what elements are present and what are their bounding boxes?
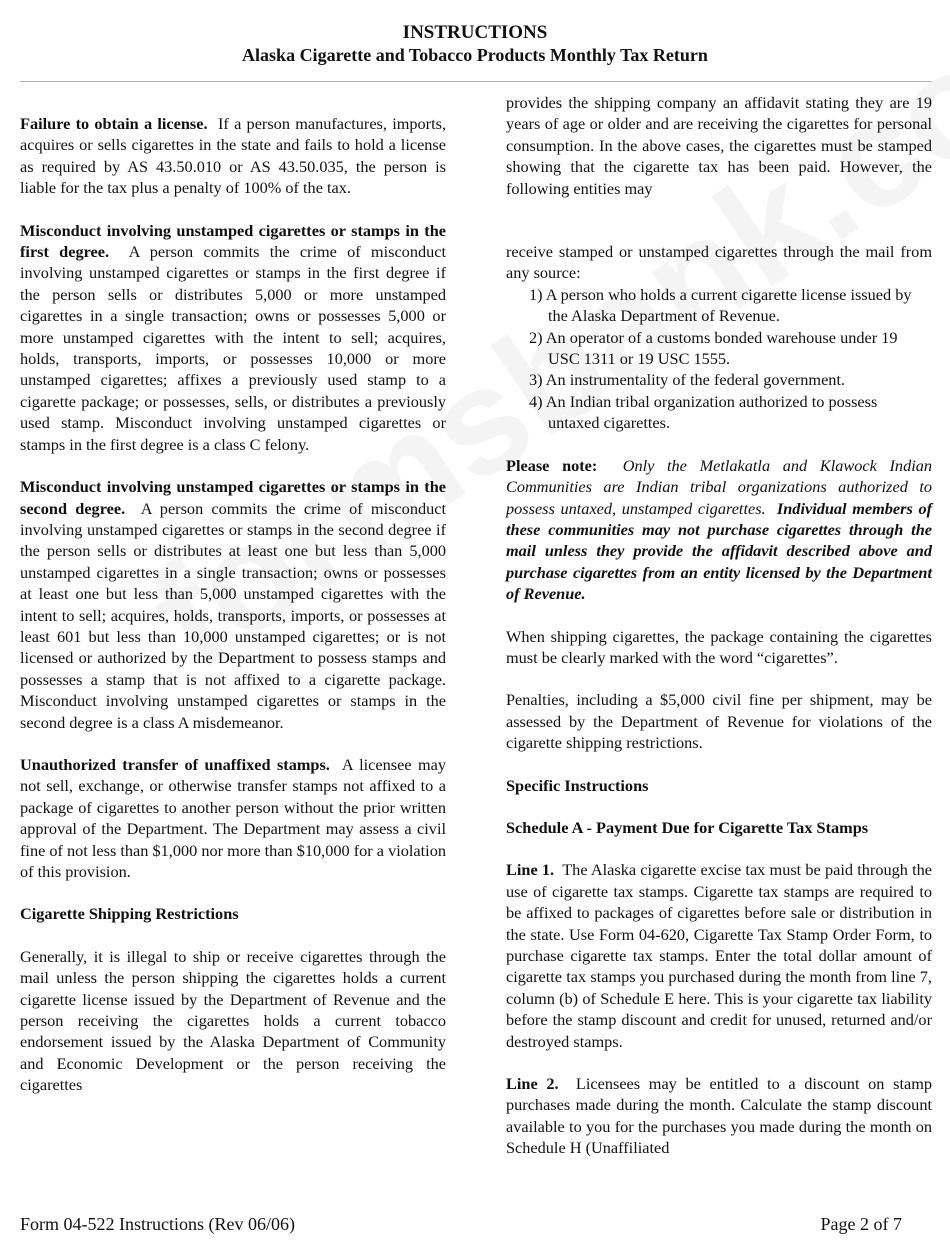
paragraph-heading: Failure to obtain a license. — [20, 114, 208, 133]
paragraph-unauthorized-transfer — [20, 754, 446, 882]
section-heading-shipping: Cigarette Shipping Restrictions — [20, 904, 239, 924]
right-column — [506, 92, 932, 1159]
paragraph-misconduct-first-degree — [20, 220, 446, 455]
line-heading: Line 1. — [506, 860, 555, 880]
paragraph-failure-license — [20, 113, 446, 199]
paragraph-line-2 — [506, 1073, 932, 1159]
paragraph-heading: Misconduct involving unstamped cigarettes or stamps in the second degree. — [20, 477, 446, 518]
paragraph-text: A licensee may not sell, exchange, or otherwise transfer stamps not affixed to a package of cigarettes to another person without the prior written approval of the Department. The Department may assess a civil fine of not less than $1,000 nor more than $10,000 for a violation of this provision. — [20, 754, 446, 881]
paragraph-receive-mail: receive stamped or unstamped cigarettes through the mail from any source: — [506, 242, 932, 283]
left-column — [20, 113, 446, 1096]
document-subtitle: Alaska Cigarette and Tobacco Products Monthly Tax Return — [242, 45, 708, 65]
paragraph-affidavit: provides the shipping company an affidavit stating they are 19 years of age or older and are receiving the cigarettes for personal consumption. In the above cases, the cigarettes must be stamped showing that the cigarette tax has been paid. However, the following entities may — [506, 93, 932, 198]
note-bold-italic-text: Individual members of these communities may not purchase cigarettes through the mail unless they provide the affidavit described above and purchase cigarettes from an entity licensed by the Department of Revenue. — [506, 498, 933, 604]
paragraph-text: If a person manufactures, imports, acquires or sells cigarettes in the state and fails to hold a license as required by AS 43.50.010 or AS 43.50.035, the person is liable for the tax plus a penalty of 100% of the tax. — [20, 114, 447, 198]
list-item: 3) An instrumentality of the federal government. — [529, 370, 846, 390]
paragraph-misconduct-second-degree — [20, 476, 446, 733]
paragraph-penalties: Penalties, including a $5,000 civil fine per shipment, may be assessed by the Department of Revenue for violations of the cigarette shipping restrictions. — [506, 690, 932, 753]
paragraph-package-marking: When shipping cigarettes, the package containing the cigarettes must be clearly marked with the word “cigarettes”. — [506, 626, 932, 667]
paragraph-heading: Unauthorized transfer of unaffixed stamps. — [20, 754, 330, 774]
paragraph-text: The Alaska cigarette excise tax must be paid through the use of cigarette tax stamps. Cigarette tax stamps are required to be affixed to packages of cigarettes before sale or distribution in the state. Use Form 04-620, Cigarette Tax Stamp Order Form, to purchase cigarette tax stamps. Enter the total dollar amount of cigarette tax stamps you purchased during the month from line 7, column (b) of Schedule E here. This is your cigarette tax liability before the stamp discount and credit for unused, returned and/or destroyed stamps. — [506, 860, 932, 1051]
entity-list — [506, 284, 932, 434]
list-item: 1) A person who holds a current cigarette license issued by the Alaska Department of Revenue. — [529, 284, 912, 326]
header-divider — [20, 81, 932, 82]
paragraph-line-1 — [506, 859, 932, 1052]
document-title: INSTRUCTIONS — [402, 22, 548, 43]
document-header — [0, 22, 950, 67]
section-heading-schedule-a: Schedule A - Payment Due for Cigarette Tax Stamps — [506, 817, 869, 837]
paragraph-text: Licensees may be entitled to a discount on stamp purchases made during the month. Calculate the stamp discount available to you for the purchases you made during the month on Schedule H (Unaffiliated — [506, 1074, 932, 1158]
paragraph-shipping-general: Generally, it is illegal to ship or receive cigarettes through the mail unless the person shipping the cigarettes holds a current cigarette license issued by the Department of Revenue and the person receiving the cigarettes holds a current tobacco endorsement issued by the Alaska Department of Community and Economic Development or the person receiving the cigarettes — [20, 946, 446, 1095]
footer-form-number: Form 04-522 Instructions (Rev 06/06) — [20, 1214, 295, 1234]
list-item: 4) An Indian tribal organization authorized to possess untaxed cigarettes. — [529, 391, 878, 433]
paragraph-heading: Misconduct involving unstamped cigarettes or stamps in the first degree. — [20, 220, 446, 262]
list-item: 2) An operator of a customs bonded warehouse under 19 USC 1311 or 19 USC 1555. — [529, 327, 898, 369]
note-heading: Please note: — [506, 455, 598, 475]
note-italic-text: Only the Metlakatla and Klawock Indian Communities are Indian tribal organizations authorized to possess untaxed, unstamped cigarettes. — [506, 455, 933, 518]
paragraph-text: A person commits the crime of misconduct involving unstamped cigarettes or stamps in the second degree if the person sells or distributes at least one but less than 5,000 unstamped cigarettes in a single transaction; owns or possesses at least one but less than 5,000 unstamped cigarettes with the intent to sell; acquires, holds, transports, imports, or possesses at least 601 but less than 10,000 unstamped cigarettes; or is not licensed or authorized by the Department to possess stamps and possesses a stamp that is not affixed to a cigarette package. Misconduct involving unstamped cigarettes or stamps in the second degree is a class A misdemeanor. — [20, 498, 446, 732]
paragraph-text: A person commits the crime of misconduct involving unstamped cigarettes or stamps in the first degree if the person sells or distributes 5,000 or more unstamped cigarettes in a single transaction; owns or possesses 5,000 or more unstamped cigarettes with the intent to sell; acquires, holds, transports, imports, or possesses 10,000 or more unstamped cigarettes; affixes a previously used stamp to a cigarette package; or possesses, sells, or distributes a previously used stamp. Misconduct involving unstamped cigarettes or stamps in the first degree is a class C felony. — [20, 242, 446, 454]
footer-page-number: Page 2 of 7 — [820, 1214, 902, 1234]
section-heading-specific-instructions: Specific Instructions — [506, 775, 649, 795]
line-heading: Line 2. — [506, 1074, 559, 1094]
paragraph-please-note — [506, 455, 932, 605]
